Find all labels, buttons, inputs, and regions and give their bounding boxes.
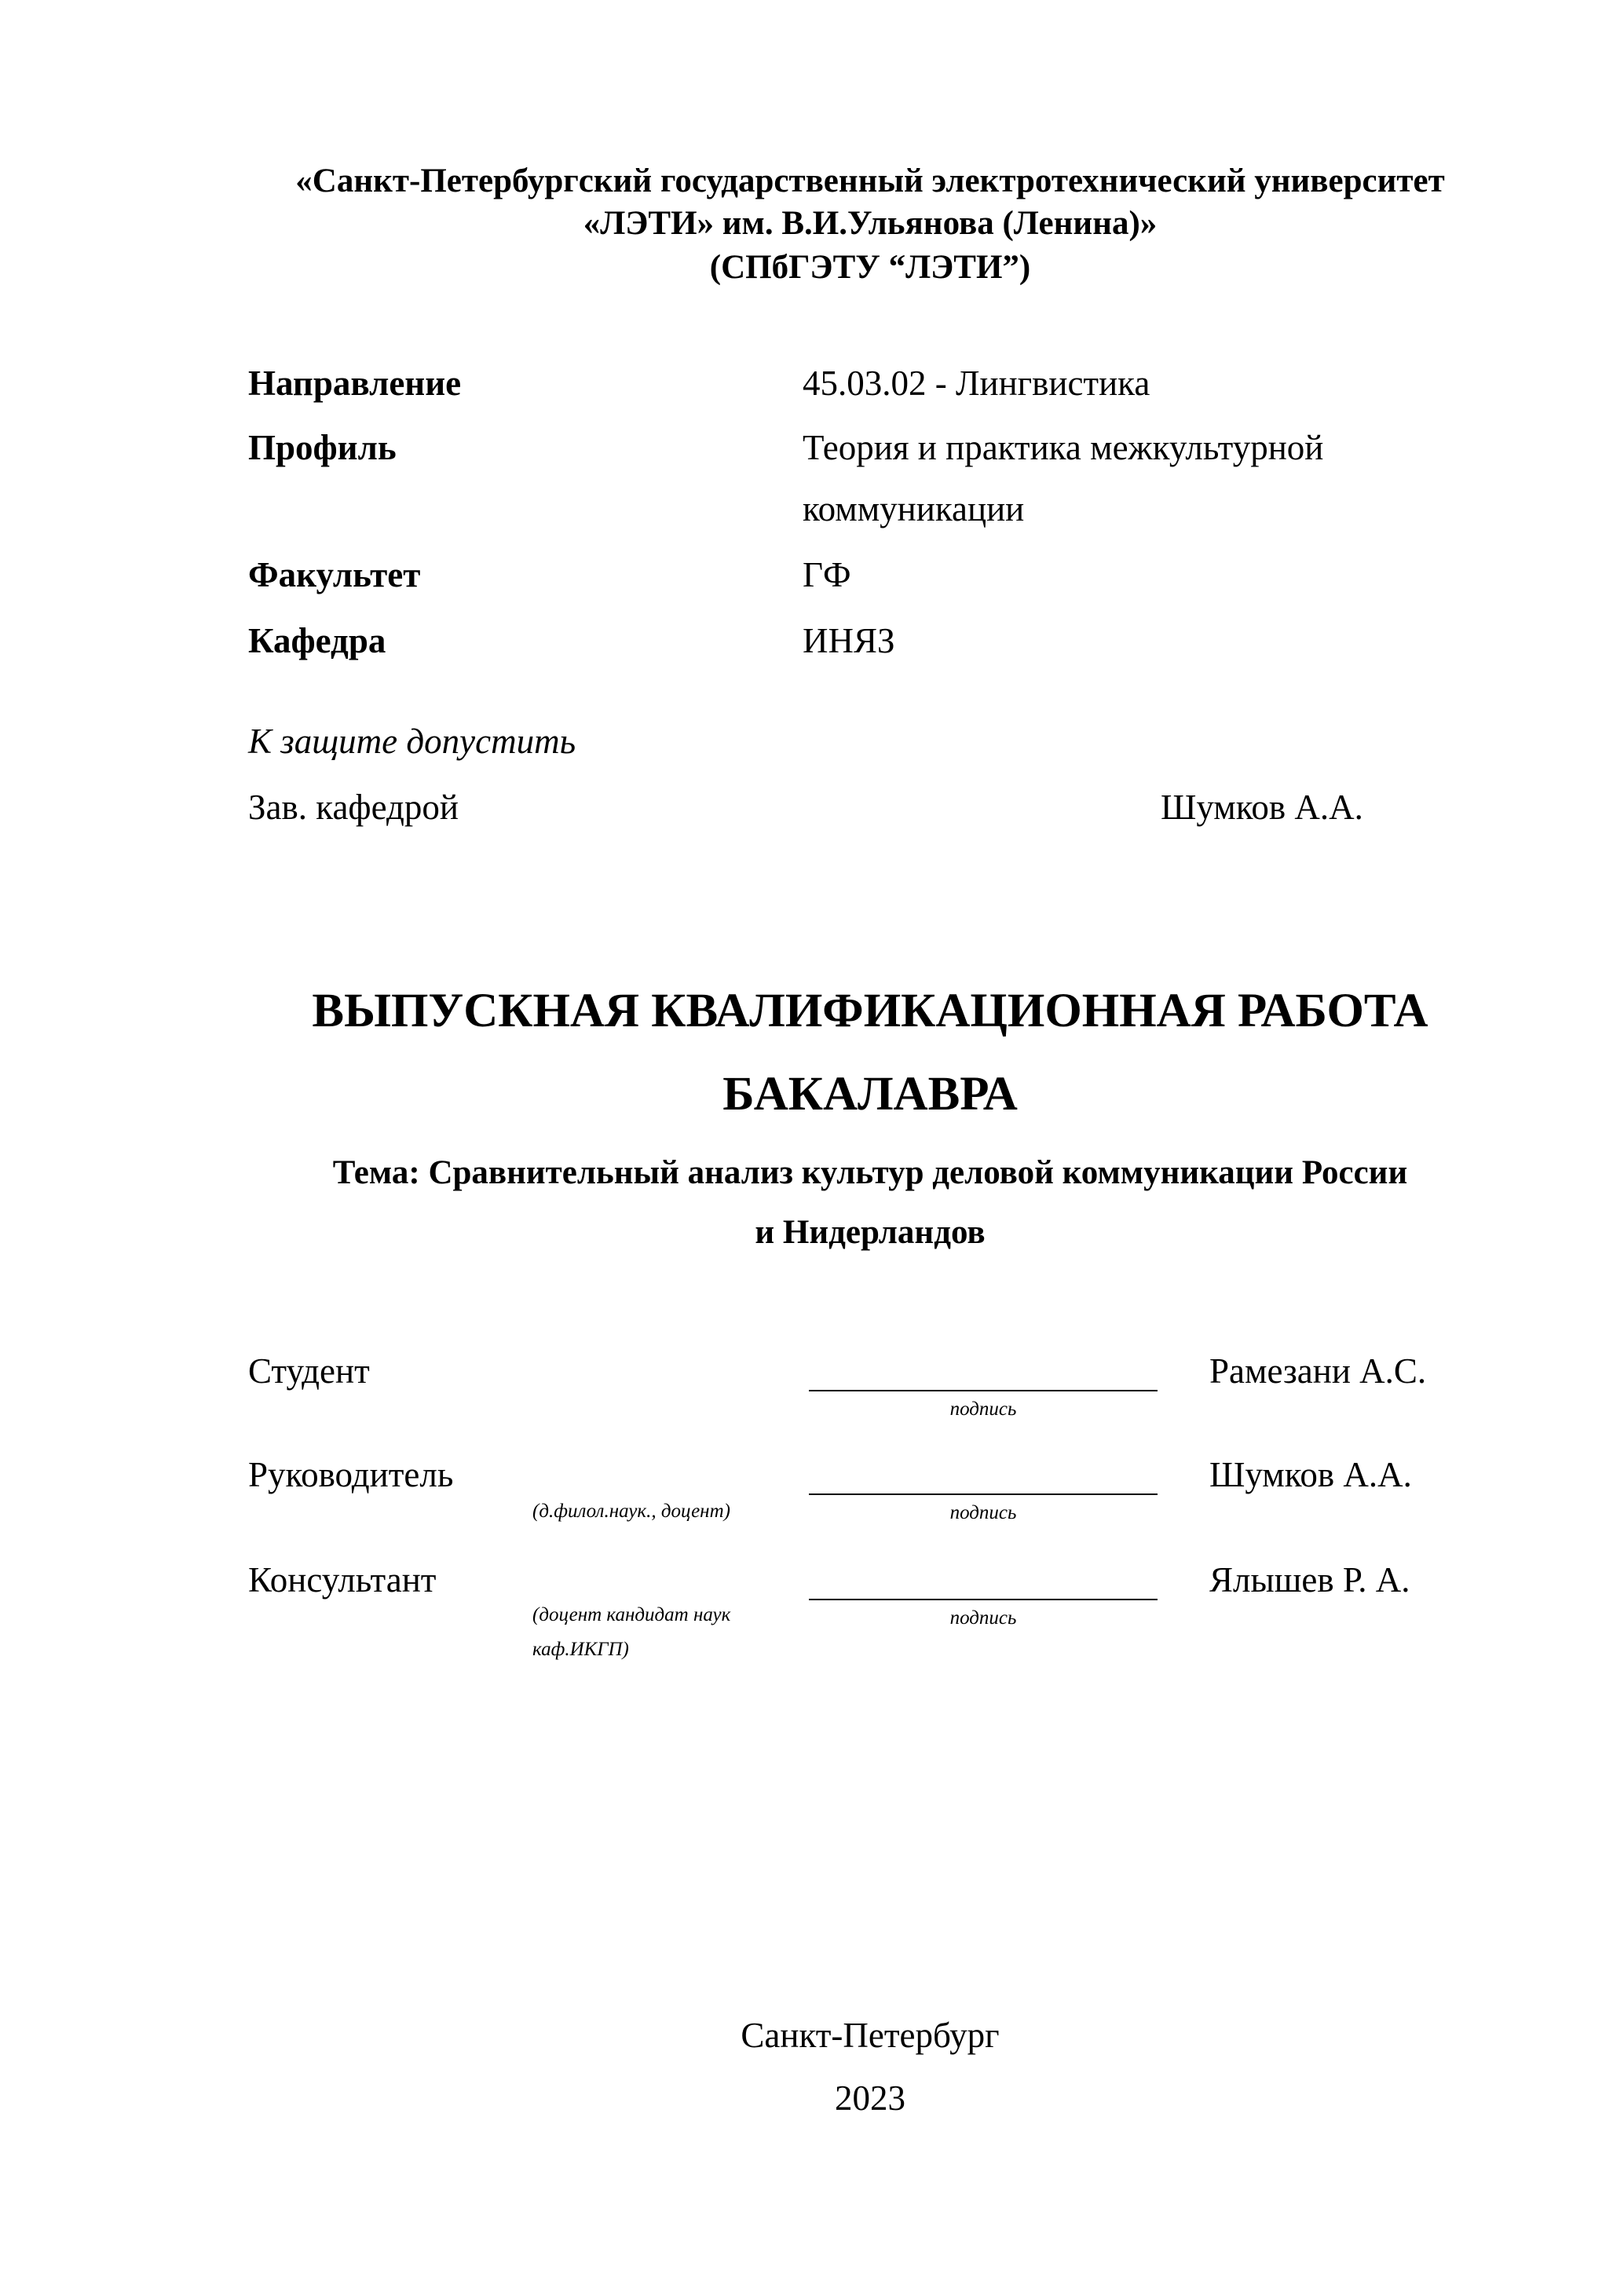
admit-to-defense: К защите допустить [248, 722, 576, 761]
head-of-department-name: Шумков А.А. [1161, 788, 1363, 827]
student-signature-line [809, 1390, 1158, 1391]
supervisor-role: Руководитель [248, 1455, 454, 1494]
work-title-line2: БАКАЛАВРА [722, 1068, 1018, 1121]
consultant-rank-line2: каф.ИКГП) [532, 1639, 629, 1660]
profile-value-line2: коммуникации [803, 489, 1025, 528]
footer-city: Санкт-Петербург [741, 2016, 1000, 2055]
head-of-department-label: Зав. кафедрой [248, 788, 459, 827]
consultant-role: Консультант [248, 1560, 437, 1600]
consultant-name: Ялышев Р. А. [1209, 1560, 1410, 1600]
direction-value: 45.03.02 - Лингвистика [803, 364, 1150, 403]
university-abbreviation: (СПбГЭТУ “ЛЭТИ”) [709, 249, 1031, 286]
supervisor-signature-caption: подпись [949, 1502, 1017, 1523]
student-name: Рамезани А.С. [1209, 1351, 1427, 1391]
supervisor-name: Шумков А.А. [1209, 1455, 1412, 1494]
consultant-signature-caption: подпись [949, 1607, 1017, 1629]
university-name-line1: «Санкт-Петербургский государственный электротехнический университет [295, 163, 1445, 199]
supervisor-signature-line [809, 1493, 1158, 1495]
department-value: ИНЯЗ [803, 621, 895, 660]
student-signature-caption: подпись [949, 1398, 1017, 1420]
direction-label: Направление [248, 364, 462, 403]
faculty-label: Факультет [248, 555, 421, 594]
department-label: Кафедра [248, 621, 386, 660]
supervisor-rank: (д.филол.наук., доцент) [532, 1501, 730, 1522]
consultant-rank-line1: (доцент кандидат наук [532, 1604, 731, 1625]
profile-label: Профиль [248, 428, 397, 467]
work-title-line1: ВЫПУСКНАЯ КВАЛИФИКАЦИОННАЯ РАБОТА [312, 985, 1428, 1037]
theme-line2: и Нидерландов [755, 1214, 986, 1251]
consultant-signature-line [809, 1599, 1158, 1600]
profile-value-line1: Теория и практика межкультурной [803, 428, 1324, 467]
university-name-line2: «ЛЭТИ» им. В.И.Ульянова (Ленина)» [583, 205, 1158, 242]
faculty-value: ГФ [803, 555, 851, 594]
student-role: Студент [248, 1351, 370, 1391]
footer-year: 2023 [835, 2078, 905, 2118]
theme-line1: Тема: Сравнительный анализ культур деловой коммуникации России [332, 1154, 1408, 1191]
